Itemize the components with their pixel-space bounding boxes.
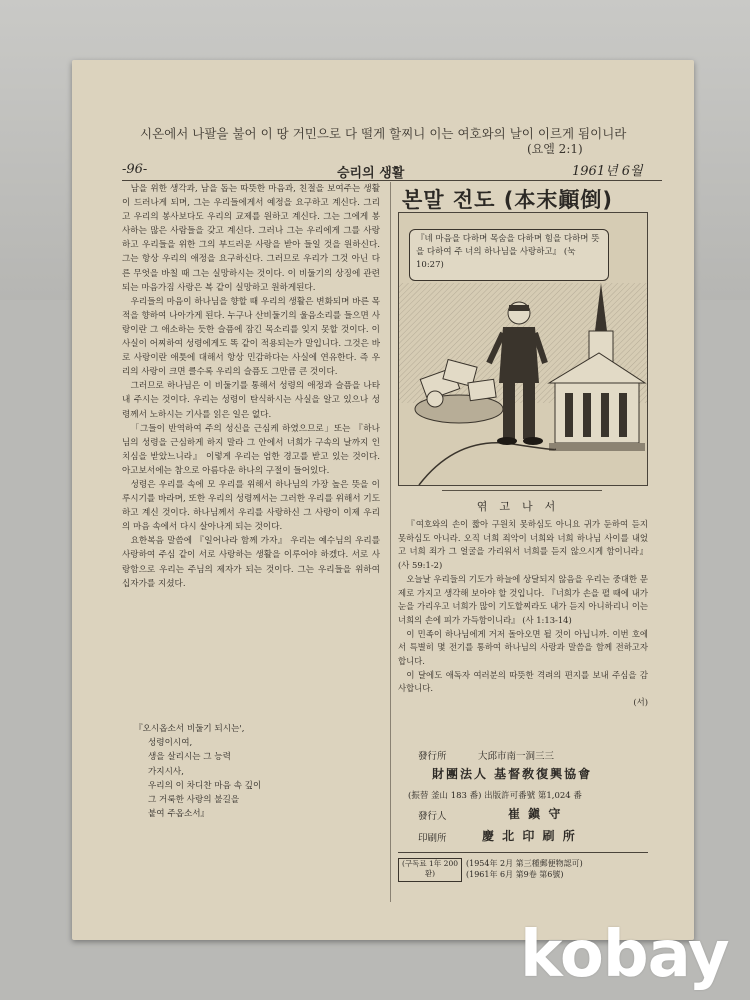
prayer-line: 가지시사, — [148, 766, 184, 777]
paragraph: 우리들의 마음이 하나님을 향할 때 우리의 생활은 변화되며 바른 목적을 향하여 나아가게 된다. 누구나 산비둘기의 울음소리를 들으면 사랑이란 그 애소하는 듯한 슬픔에 잠긴 목소리를 잊지 못할 것이다. 이 사실이 어찌하여 성령에게도 똑 같이 적용되는가 말입니다. 그것은 바로 사랑이란 애틋에 대해서 항상 민감하다는 사실에 연유한다. 즉 우리의 사랑이 크면 클수록 우리의 슬픔도 그만큼 큰 것이다. — [122, 296, 380, 378]
caption-rule — [442, 490, 602, 491]
paragraph: 성령은 우리를 속에 모 우리를 위해서 하나님의 가장 높은 뜻을 이루시기를 바라며, 또한 우리의 성령께서는 그러한 우리를 위해서 기도하고 계신 것이다. 하나님께서 우리를 사랑하신 그 사랑이 이제 우리의 마음 속에서 다시 살아나게 되는 것이다. — [122, 479, 380, 533]
issue-date: 1961년 6월 — [572, 164, 643, 179]
prayer-line: 그 거룩한 사랑의 불길을 — [148, 795, 240, 806]
permit-line: (1961年 6月 第9卷 第6號) — [466, 870, 564, 879]
verse-reference: (요엘 2:1) — [527, 142, 583, 156]
colophon — [398, 750, 650, 900]
colophon-rule — [398, 852, 648, 853]
section-caption: 엮고나서 — [476, 500, 568, 513]
paragraph: 요한복음 말씀에 『일어나라 함께 가자』 우리는 예수님의 우리를 사랑하여 주심 같이 서로 사랑하는 생활을 이루어야 하겠다. 서로 사랑함으로 우리는 주님의 제자가 되는 것이다. 그는 우리들을 위하여 십자가를 지셨다. — [122, 536, 380, 589]
kobay-watermark: kobay — [520, 918, 729, 992]
publisher-address: 大邱市南一洞三三 — [478, 751, 555, 762]
foundation-name: 財團法人 基督敎復興協會 — [432, 767, 593, 781]
article-title: 본말 전도 (本末顚倒) — [402, 188, 613, 212]
permit-line: (1954年 2月 第三種郵便物認可) — [466, 859, 583, 868]
page-number: -96- — [122, 162, 148, 177]
paragraph: 오늘날 우리들의 기도가 하늘에 상달되지 않음을 우리는 중대한 문제로 가지고 생각해 보아야 할 것입니다. 『너희가 손을 펼 때에 내가 눈을 가리우고 너희가 많이 기도할찌라도 내가 듣지 아니하리니 이는 너희의 손에 피가 가득함이니라』 (사 1:13-14) — [398, 573, 648, 625]
account-line: (振替 釜山 183 番) 出版許可番號 第1,024 番 — [408, 791, 582, 801]
publisher-label: 發行所 — [418, 751, 447, 762]
document-page — [72, 60, 694, 940]
speech-bubble: 『네 마음을 다하며 목숨을 다하며 힘을 다하며 뜻을 다하여 주 너의 하나님을 사랑하고』 (눅 10:27) — [409, 229, 609, 281]
paragraph: 그러므로 하나님은 이 비둘기를 통해서 성령의 애정과 슬픔을 나타내 주시는 것이다. 우리는 성령이 탄식하시는 사실을 알고 있으나 성령께서 노하시는 기사를 읽은 일은 없다. — [122, 381, 380, 420]
printer-label: 印刷所 — [418, 833, 447, 844]
path-line — [419, 443, 555, 485]
editor-name: 崔 鎭 守 — [508, 807, 563, 821]
column-divider — [390, 182, 391, 902]
prayer-title: 『오시옵소서 비둘기 되시는', — [134, 724, 245, 734]
prayer-line: 성령이시여, — [148, 738, 193, 749]
cartoon-drawing — [399, 213, 647, 485]
paragraph: 남을 위한 생각과, 남을 돕는 따뜻한 마음과, 친절을 보여주는 생활이 드러나게 되며, 그는 우리들에게서 예정을 요구하고 계신다. 그리고 우리의 봉사보다도 우리의 교제를 원하고 계신다. 그는 그에게 봉사하는 많은 사람들을 갖고 계신다. 그러나 그는 우리에게 그를 사랑하고 우리들을 위한 그의 부드러운 사랑을 받아 들일 것을 원하신다. 그는 항상 우리의 애정을 요구하신다. 그러므로 우리가 그것 아닌 다른 무엇을 바칠 때 그는 실망하시는 것이다. 이 비둘기의 상징에 관련되는 마음가짐 사랑은 복 같이 실망하고 원하게된다. — [122, 184, 380, 293]
running-title: 승리의 생활 — [337, 166, 405, 181]
header-verse: 시온에서 나팔을 불어 이 땅 거민으로 다 떨게 할찌니 이는 여호와의 날이 이르게 됨이니라 — [140, 126, 627, 141]
paragraph: 「그들이 반역하여 주의 성신을 근심케 하였으므로」또는 『하나님의 성령을 근심하게 하지 말라 그 안에서 너희가 구속의 날까지 인치심을 받았느니라』 이렇게 우리는 엄한 경고를 받고 있는 것이다. 아고보서에는 참으로 아름다운 하나의 구절이 들어있다. — [122, 423, 380, 476]
editor-label: 發行人 — [418, 811, 447, 822]
price-box: (구독료 1年 200환) — [398, 858, 462, 882]
printer-name: 慶 北 印 刷 所 — [482, 829, 577, 843]
paragraph: 이 달에도 애독자 여러분의 따뜻한 격려의 편지를 보내 주심을 감사합니다. — [398, 669, 648, 694]
right-column-text — [398, 518, 648, 738]
prayer-line: 붙여 주옵소서』 — [148, 809, 210, 820]
prayer-line: 우리의 이 차디찬 마음 속 깊이 — [148, 780, 262, 791]
prayer-line: 생을 살리시는 그 능력 — [148, 752, 231, 763]
cartoon-illustration — [398, 212, 648, 486]
signature: (서) — [633, 697, 648, 708]
permit-info — [466, 858, 583, 880]
closing-prayer — [134, 722, 374, 821]
paragraph: 『여호와의 손이 짧아 구원치 못하심도 아니요 귀가 둔하여 듣지 못하심도 아니라. 오직 너희 죄악이 너희와 너희 하나님 사이를 내었고 너희 죄가 그 얼굴을 가리워서 너희를 듣지 않으시게 함이니라』 (사 59:1-2) — [398, 519, 648, 571]
paragraph: 이 민족이 하나님에게 거저 돌아오면 될 것이 아닙니까. 이번 호에서 특별히 몇 전기를 통하여 하나님의 사랑과 말씀을 함께 전하고자 합니다. — [398, 628, 648, 667]
